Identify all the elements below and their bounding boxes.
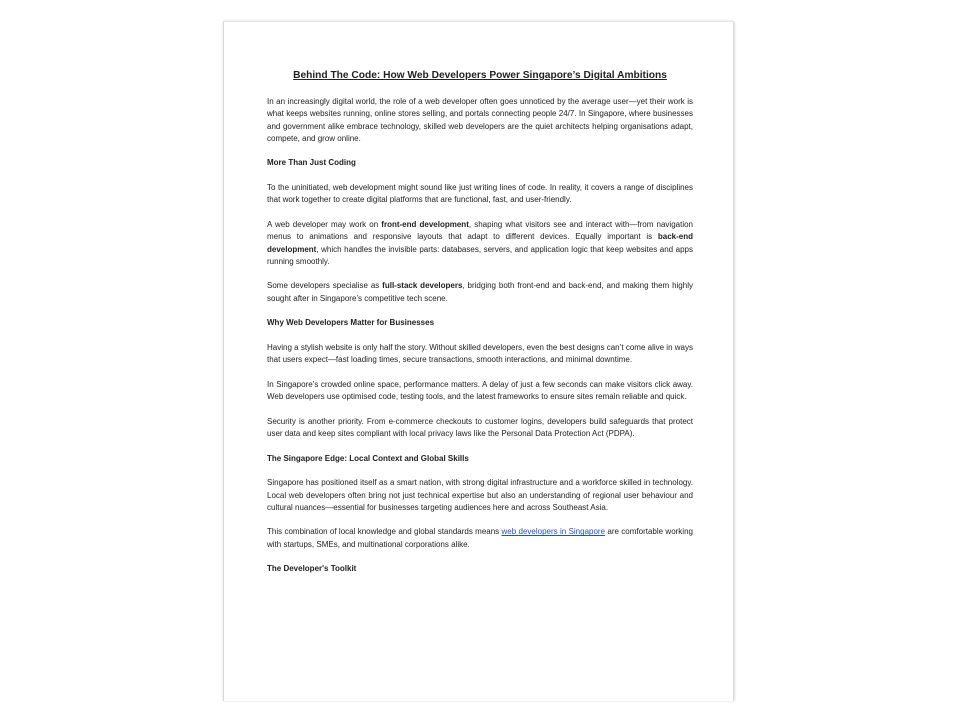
- section-heading-coding: More Than Just Coding: [267, 158, 356, 168]
- web-developers-link[interactable]: web developers in Singapore: [501, 527, 606, 537]
- bold-term-front-end: front-end development: [381, 219, 469, 229]
- intro-paragraph: In an increasingly digital world, the role of a web developer often goes unnoticed by the average user—yet their work is what keeps websites running, online stores selling, and portals connecting people 24/7. In Singapore, where businesses and government alike embrace technology, skilled web developers are the quiet architects helping organisations adapt, compete, and grow online.: [267, 97, 693, 143]
- bold-term-back-end: back-end development: [267, 232, 693, 254]
- document-title: Behind The Code: How Web Developers Power Singapore’s Digital Ambitions: [293, 70, 667, 81]
- document-body: [267, 69, 693, 588]
- text-span: , shaping what visitors see and interact with—from navigation menus to animations and responsive layouts that adapt to different devices. Equally important is: [267, 219, 693, 242]
- coding-paragraph-1: To the uninitiated, web development might sound like just writing lines of code. In reality, it covers a range of disciplines that work together to create digital platforms that are functional, fast, and user-friendly.: [267, 183, 693, 205]
- document-page: [223, 21, 734, 701]
- text-span: , bridging both front-end and back-end, and making them highly sought after in Singapore’s competitive tech scene.: [267, 281, 693, 303]
- section-heading-toolkit: The Developer's Toolkit: [267, 564, 357, 574]
- text-span: , which handles the invisible parts: databases, servers, and application logic that keep websites and apps running smoothly.: [267, 244, 693, 266]
- business-paragraph-2: In Singapore’s crowded online space, performance matters. A delay of just a few seconds can make visitors click away. Web developers use optimised code, testing tools, and the latest frameworks to ensure sites remain reliable and quick.: [267, 379, 693, 402]
- text-span: Some developers specialise as: [267, 281, 383, 291]
- coding-paragraph-3: [267, 280, 693, 305]
- text-span: are comfortable working with startups, SMEs, and multinational corporations alike.: [267, 527, 693, 549]
- section-heading-singapore-edge: The Singapore Edge: Local Context and Global Skills: [267, 453, 469, 463]
- coding-paragraph-2: [267, 219, 693, 268]
- bold-term-full-stack: full-stack developers: [382, 281, 463, 291]
- section-heading-businesses: Why Web Developers Matter for Businesses: [267, 318, 435, 328]
- business-paragraph-1: Having a stylish website is only half the story. Without skilled developers, even the best designs can’t come alive in ways that users expect—fast loading times, secure transactions, smooth interactions, and minimal downtime.: [267, 342, 693, 365]
- edge-paragraph-1: Singapore has positioned itself as a smart nation, with strong digital infrastructure and a workforce skilled in technology. Local web developers often bring not just technical expertise but also an understanding of regional user behaviour and cultural nuances—essential for businesses targeting audiences here and across Southeast Asia.: [267, 478, 693, 512]
- text-span: A web developer may work on: [267, 219, 382, 229]
- edge-paragraph-2: [267, 526, 693, 551]
- text-span: This combination of local knowledge and global standards means: [267, 527, 502, 537]
- business-paragraph-3: Security is another priority. From e-commerce checkouts to customer logins, developers build safeguards that protect user data and keep sites compliant with local privacy laws like the Personal Data Protection Act (PDPA).: [267, 416, 693, 439]
